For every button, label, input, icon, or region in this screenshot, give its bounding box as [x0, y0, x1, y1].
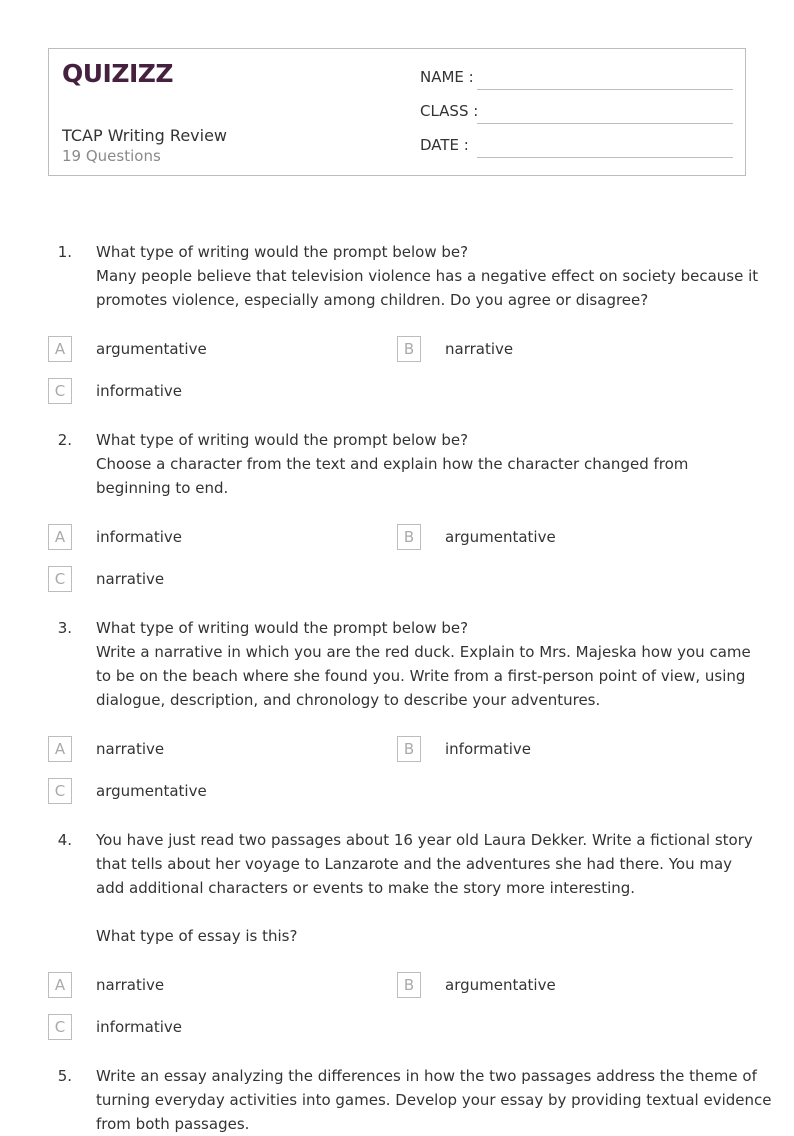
- option-letter-box[interactable]: A: [48, 336, 72, 362]
- option-text: argumentative: [445, 528, 556, 546]
- option-b[interactable]: [397, 336, 717, 362]
- question-line: Write a narrative in which you are the red duck. Explain to Mrs. Majeska how you came: [96, 643, 751, 661]
- option-c[interactable]: [48, 566, 368, 592]
- option-letter-box[interactable]: B: [397, 524, 421, 550]
- option-letter-box[interactable]: C: [48, 1014, 72, 1040]
- class-field[interactable]: [420, 100, 733, 124]
- name-line[interactable]: [477, 89, 733, 90]
- question-text: [96, 828, 753, 948]
- option-text: informative: [96, 382, 182, 400]
- option-text: informative: [96, 528, 182, 546]
- question-number: 2.: [57, 431, 72, 449]
- question-line: from both passages.: [96, 1115, 250, 1133]
- option-a[interactable]: [48, 736, 368, 762]
- option-a[interactable]: [48, 336, 368, 362]
- question-line: What type of writing would the prompt below be?: [96, 431, 469, 449]
- option-letter-box[interactable]: B: [397, 336, 421, 362]
- question-line: turning everyday activities into games. Develop your essay by providing textual evidence: [96, 1091, 772, 1109]
- option-letter-box[interactable]: A: [48, 524, 72, 550]
- quizizz-logo: QUIZIZZ: [62, 59, 174, 88]
- question-line: Many people believe that television violence has a negative effect on society because it: [96, 267, 759, 285]
- name-label: NAME :: [420, 68, 474, 86]
- option-text: informative: [445, 740, 531, 758]
- option-b[interactable]: [397, 524, 717, 550]
- question-text: [96, 1064, 772, 1136]
- name-field[interactable]: [420, 66, 733, 90]
- question-line: What type of essay is this?: [96, 927, 298, 945]
- worksheet-title: TCAP Writing Review: [62, 126, 227, 145]
- question-text: [96, 428, 746, 500]
- option-letter-box[interactable]: C: [48, 566, 72, 592]
- option-text: argumentative: [96, 782, 207, 800]
- option-letter-box[interactable]: A: [48, 736, 72, 762]
- question-line: Write an essay analyzing the differences in how the two passages address the theme of: [96, 1067, 757, 1085]
- date-label: DATE :: [420, 136, 469, 154]
- option-text: argumentative: [445, 976, 556, 994]
- option-a[interactable]: [48, 524, 368, 550]
- question-line: promotes violence, especially among children. Do you agree or disagree?: [96, 291, 649, 309]
- question-number: 1.: [57, 243, 72, 261]
- option-c[interactable]: [48, 378, 368, 404]
- class-label: CLASS :: [420, 102, 479, 120]
- option-b[interactable]: [397, 736, 717, 762]
- option-c[interactable]: [48, 1014, 368, 1040]
- question-text: [96, 240, 759, 312]
- question-line: What type of writing would the prompt below be?: [96, 243, 469, 261]
- question-text: [96, 616, 751, 712]
- option-letter-box[interactable]: C: [48, 378, 72, 404]
- option-b[interactable]: [397, 972, 717, 998]
- question-line: beginning to end.: [96, 479, 229, 497]
- option-text: narrative: [96, 976, 165, 994]
- option-letter-box[interactable]: A: [48, 972, 72, 998]
- date-line[interactable]: [477, 157, 733, 158]
- option-text: argumentative: [96, 340, 207, 358]
- option-text: informative: [96, 1018, 182, 1036]
- question-line: dialogue, description, and chronology to describe your adventures.: [96, 691, 601, 709]
- question-line: You have just read two passages about 16 year old Laura Dekker. Write a fictional story: [96, 831, 753, 849]
- question-number: 3.: [57, 619, 72, 637]
- option-letter-box[interactable]: C: [48, 778, 72, 804]
- option-letter-box[interactable]: B: [397, 736, 421, 762]
- paragraph-gap: [96, 900, 746, 924]
- option-text: narrative: [96, 570, 165, 588]
- question-line: What type of writing would the prompt below be?: [96, 619, 469, 637]
- worksheet-header: [48, 48, 746, 176]
- option-letter-box[interactable]: B: [397, 972, 421, 998]
- option-a[interactable]: [48, 972, 368, 998]
- class-line[interactable]: [477, 123, 733, 124]
- date-field[interactable]: [420, 134, 733, 158]
- question-count: 19 Questions: [62, 147, 161, 165]
- option-text: narrative: [96, 740, 165, 758]
- option-c[interactable]: [48, 778, 368, 804]
- question-line: to be on the beach where she found you. Write from a first-person point of view, using: [96, 667, 746, 685]
- question-line: add additional characters or events to make the story more interesting.: [96, 879, 636, 897]
- question-line: that tells about her voyage to Lanzarote and the adventures she had there. You may: [96, 855, 733, 873]
- option-text: narrative: [445, 340, 514, 358]
- question-number: 4.: [57, 831, 72, 849]
- question-number: 5.: [57, 1067, 72, 1085]
- question-line: Choose a character from the text and explain how the character changed from: [96, 455, 689, 473]
